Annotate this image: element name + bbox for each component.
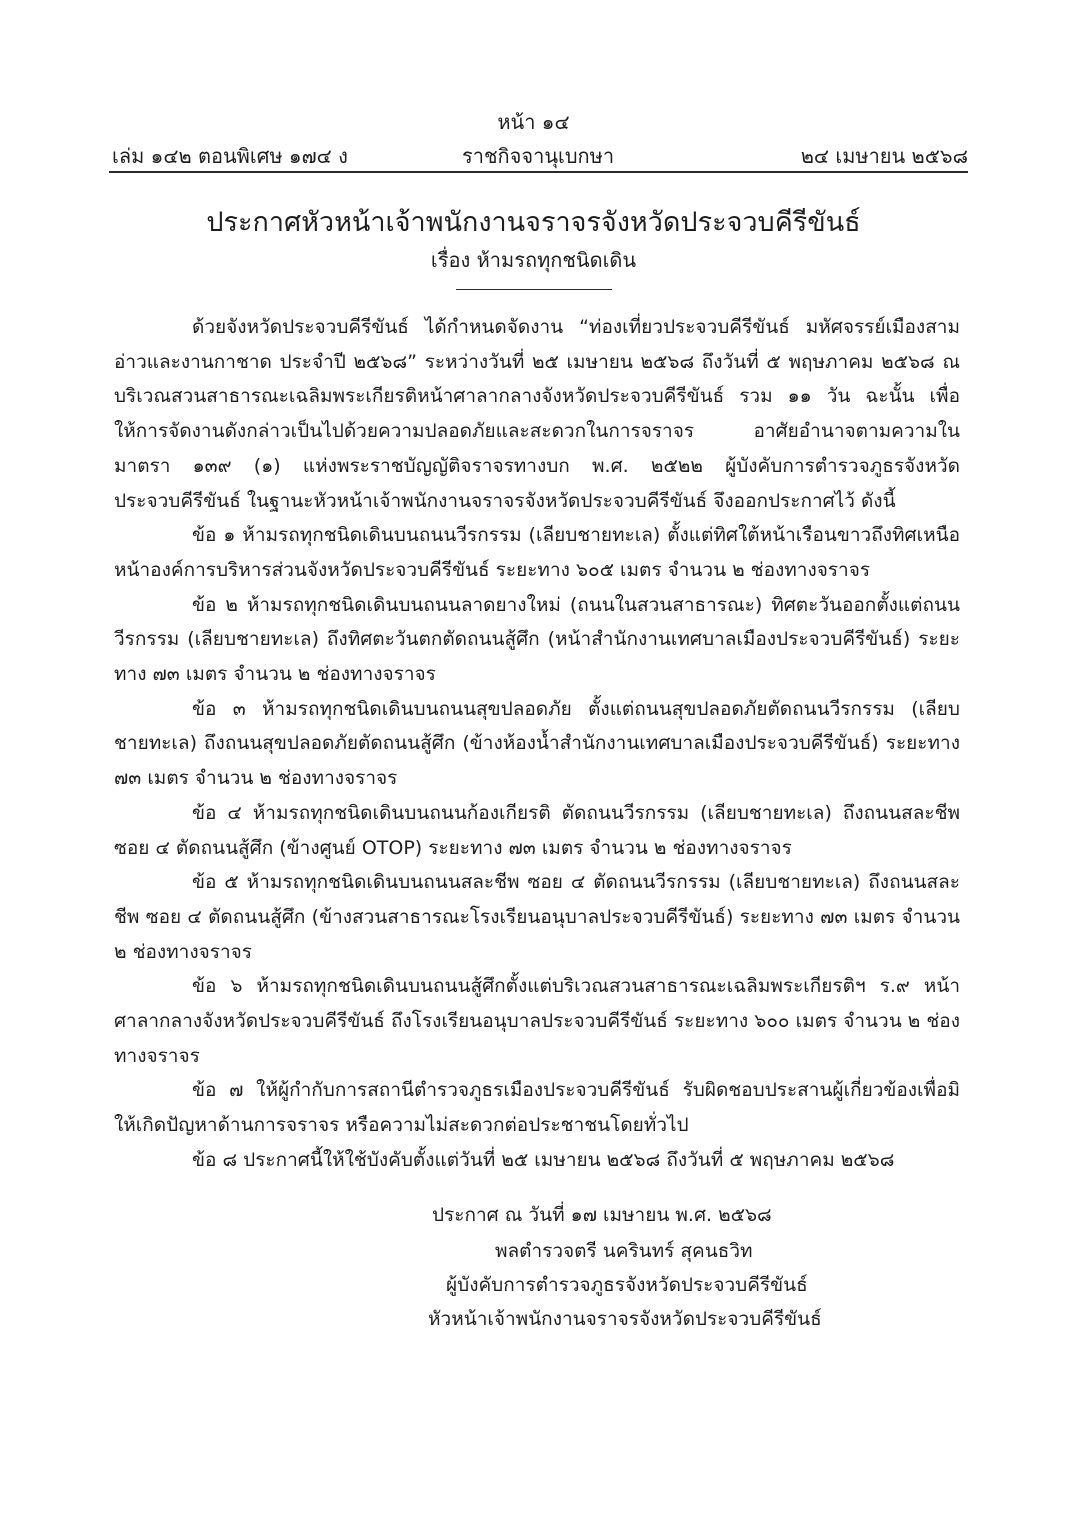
clause-6: ข้อ ๖ ห้ามรถทุกชนิดเดินบนถนนสู้ศึกตั้งแต่บริเวณสวนสาธารณะเฉลิมพระเกียรติฯ ร.๙ หน้าศาลากลางจังหวัดประจวบคีรีขันธ์ ถึงโรงเรียนอนุบาลประจวบคีรีขันธ์ ระยะทาง ๖๐๐ เมตร จำนวน ๒ ช่องทางจราจร [114,975,960,1067]
signatory-position-2: หัวหน้าเจ้าพนักงานจราจรจังหวัดประจวบคีรีขันธ์ [428,1308,822,1330]
publication-date: ๒๔ เมษายน ๒๕๖๘ [800,144,968,168]
clause-3: ข้อ ๓ ห้ามรถทุกชนิดเดินบนถนนสุขปลอดภัย ตั้งแต่ถนนสุขปลอดภัยตัดถนนวีรกรรม (เลียบชายทะเล) ถึงถนนสุขปลอดภัยตัดถนนสู้ศึก (ข้างห้องน้ำสำนักงานเทศบาลเมืองประจวบคีรีขันธ์) ระยะทาง ๗๓ เมตร จำนวน ๒ ช่องทางจราจร [114,697,960,790]
announcement-body [114,310,960,1178]
page-number: หน้า ๑๔ [497,110,570,134]
announce-date: ประกาศ ณ วันที่ ๑๗ เมษายน พ.ศ. ๒๕๖๘ [432,1204,772,1226]
header-divider [109,171,968,173]
announcement-subject: เรื่อง ห้ามรถทุกชนิดเดิน [430,248,637,272]
title-divider [456,289,612,290]
signatory-name: พลตำรวจตรี นครินทร์ สุคนธวิท [495,1240,753,1262]
clause-8: ข้อ ๘ ประกาศนี้ให้ใช้บังคับตั้งแต่วันที่ ๒๕ เมษายน ๒๕๖๘ ถึงวันที่ ๕ พฤษภาคม ๒๕๖๘ [192,1148,895,1171]
clause-5: ข้อ ๕ ห้ามรถทุกชนิดเดินบนถนนสละชีพ ซอย ๔ ตัดถนนวีรกรรม (เลียบชายทะเล) ถึงถนนสละชีพ ซอย ๔ ตัดถนนสู้ศึก (ข้างสวนสาธารณะโรงเรียนอนุบาลประจวบคีรีขันธ์) ระยะทาง ๗๓ เมตร จำนวน ๒ ช่องทางจราจร [114,871,960,963]
signatory-position-1: ผู้บังคับการตำรวจภูธรจังหวัดประจวบคีรีขันธ์ [446,1274,808,1296]
volume-issue: เล่ม ๑๔๒ ตอนพิเศษ ๑๗๔ ง [112,144,348,168]
clause-4: ข้อ ๔ ห้ามรถทุกชนิดเดินบนถนนก้องเกียรติ ตัดถนนวีรกรรม (เลียบชายทะเล) ถึงถนนสละชีพ ซอย ๔ ตัดถนนสู้ศึก (ข้างศูนย์ OTOP) ระยะทาง ๗๓ เมตร จำนวน ๒ ช่องทางจราจร [114,801,960,859]
gazette-name: ราชกิจจานุเบกษา [462,144,615,168]
clause-1: ข้อ ๑ ห้ามรถทุกชนิดเดินบนถนนวีรกรรม (เลียบชายทะเล) ตั้งแต่ทิศใต้หน้าเรือนขาวถึงทิศเหนือหน้าองค์การบริหารส่วนจังหวัดประจวบคีรีขันธ์ ระยะทาง ๖๐๕ เมตร จำนวน ๒ ช่องทางจราจร [114,524,960,581]
preamble-paragraph: ด้วยจังหวัดประจวบคีรีขันธ์ ได้กำหนดจัดงาน “ท่องเที่ยวประจวบคีรีขันธ์ มหัศจรรย์เมืองสามอ่าวและงานกาชาด ประจำปี ๒๕๖๘” ระหว่างวันที่ ๒๕ เมษายน ๒๕๖๘ ถึงวันที่ ๕ พฤษภาคม ๒๕๖๘ ณ บริเวณสวนสาธารณะเฉลิมพระเกียรติหน้าศาลากลางจังหวัดประจวบคีรีขันธ์ รวม ๑๑ วัน ฉะนั้น เพื่อให้การจัดงานดังกล่าวเป็นไปด้วยความปลอดภัยและสะดวกในการจราจร อาศัยอำนาจตามความในมาตรา ๑๓๙ (๑) แห่งพระราชบัญญัติจราจรทางบก พ.ศ. ๒๕๒๒ ผู้บังคับการตำรวจภูธรจังหวัดประจวบคีรีขันธ์ ในฐานะหัวหน้าเจ้าพนักงานจราจรจังหวัดประจวบคีรีขันธ์ จึงออกประกาศไว้ ดังนี้ [114,316,960,512]
gazette-header [112,140,968,170]
clause-7: ข้อ ๗ ให้ผู้กำกับการสถานีตำรวจภูธรเมืองประจวบคีรีขันธ์ รับผิดชอบประสานผู้เกี่ยวข้องเพื่อมิให้เกิดปัญหาด้านการจราจร หรือความไม่สะดวกต่อประชาชนโดยทั่วไป [114,1079,960,1137]
announcement-title: ประกาศหัวหน้าเจ้าพนักงานจราจรจังหวัดประจวบคีรีขันธ์ [206,207,861,238]
clause-2: ข้อ ๒ ห้ามรถทุกชนิดเดินบนถนนลาดยางใหม่ (ถนนในสวนสาธารณะ) ทิศตะวันออกตั้งแต่ถนนวีรกรรม (เลียบชายทะเล) ถึงทิศตะวันตกตัดถนนสู้ศึก (หน้าสำนักงานเทศบาลเมืองประจวบคีรีขันธ์) ระยะทาง ๗๓ เมตร จำนวน ๒ ช่องทางจราจร [114,593,960,686]
